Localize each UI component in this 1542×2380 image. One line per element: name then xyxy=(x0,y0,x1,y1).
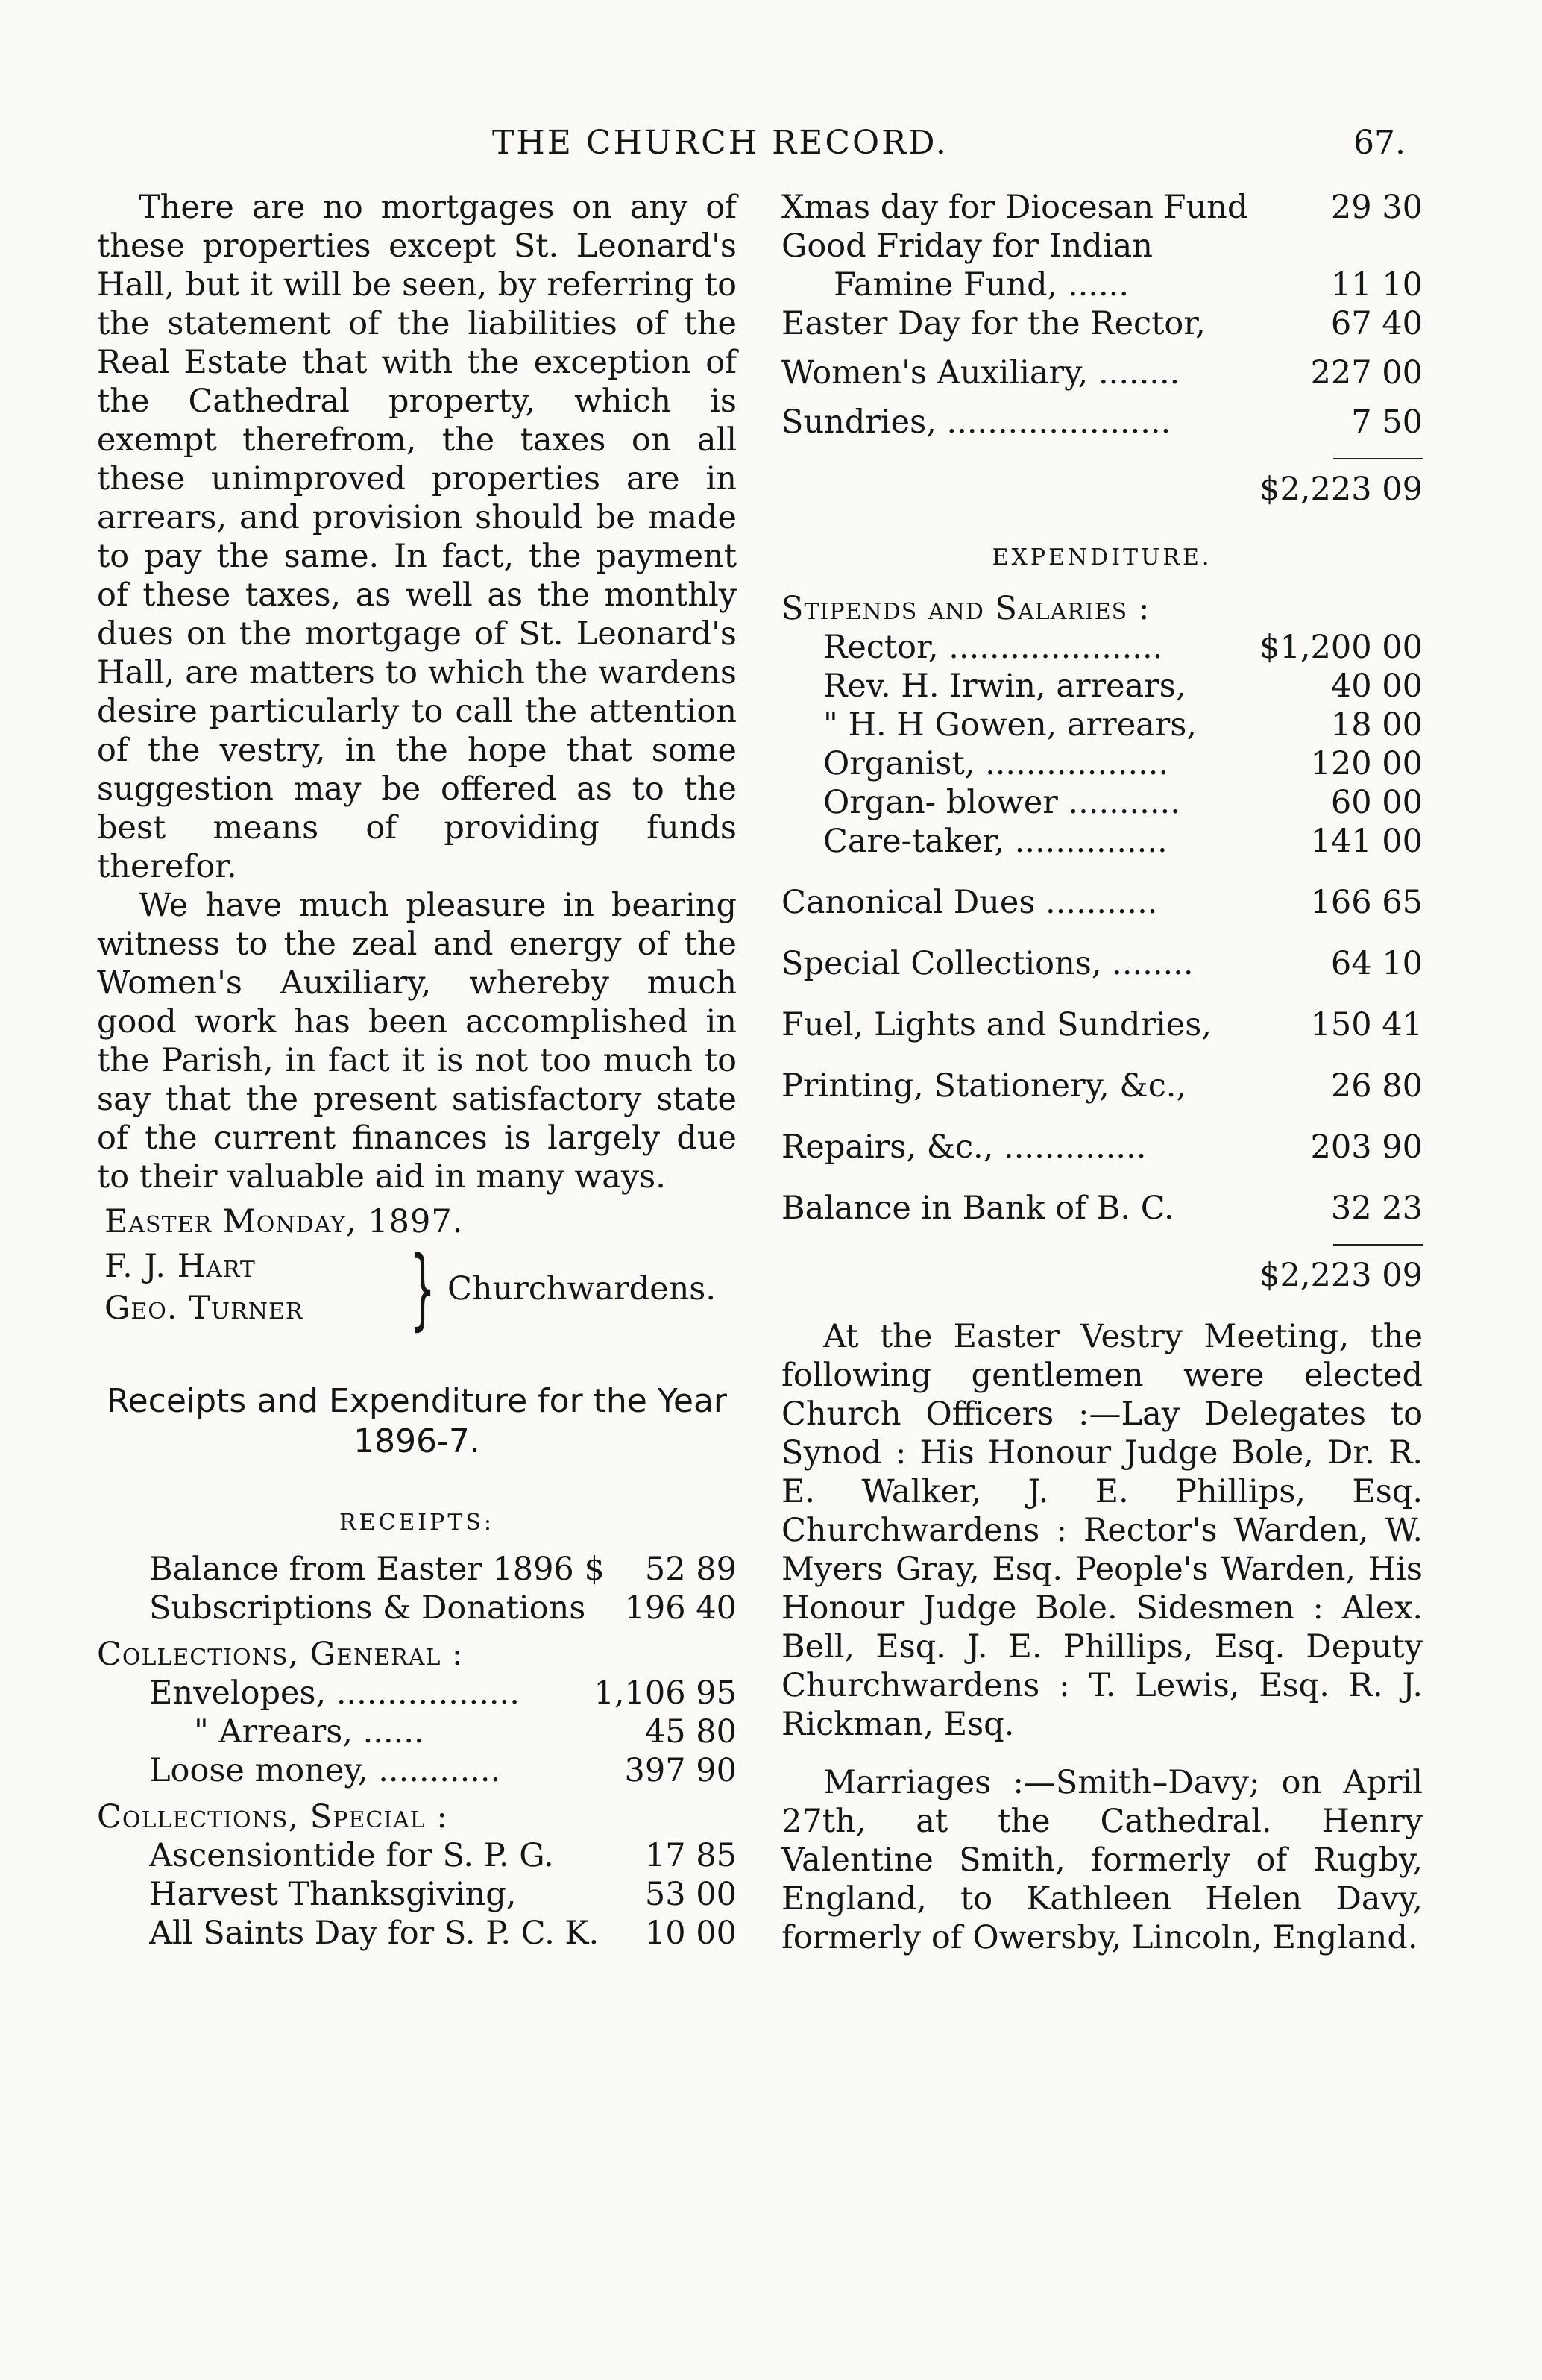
receipt-row: Subscriptions & Donations 196 40 xyxy=(149,1589,737,1627)
signature-block xyxy=(97,1237,737,1340)
receipt-row: Loose money, ............ 397 90 xyxy=(149,1752,737,1789)
left-column xyxy=(97,188,737,1953)
expense-row: Repairs, &c., .............. 203 90 xyxy=(781,1128,1423,1166)
receipt-row: " Arrears, ...... 45 80 xyxy=(194,1713,737,1751)
expense-row: Printing, Stationery, &c., 26 80 xyxy=(781,1067,1423,1105)
expense-row: Fuel, Lights and Sundries, 150 41 xyxy=(781,1006,1423,1043)
expense-row: Special Collections, ........ 64 10 xyxy=(781,945,1423,982)
dateline: Easter Monday, 1897. xyxy=(104,1203,464,1240)
expense-row: Rector, ..................... $1,200 00 xyxy=(823,629,1423,666)
collections-special-heading: Collections, Special : xyxy=(97,1798,448,1836)
expense-row: Canonical Dues ........... 166 65 xyxy=(781,884,1423,921)
receipts-expenditure-title: Receipts and Expenditure for the Year 1896-7. xyxy=(106,1382,728,1460)
receipt-row: All Saints Day for S. P. C. K. 10 00 xyxy=(149,1915,737,1952)
paragraph-vestry-meeting: At the Easter Vestry Meeting, the following gentlemen were elected Church Officers :—Lay Delegates to Synod : His Honour Judge Bole, Dr. R. E. Walker, J. E. Phillips, Esq. Churchwardens : Rector's Warden, W. Myers Gray, Esq. People's Warden, His Honour Judge Bole. Sidesmen : Alex. Bell, Esq. J. E. Phillips, Esq. Deputy Churchwardens : T. Lewis, Esq. R. J. Rickman, Esq. xyxy=(781,1318,1423,1743)
receipt-row: Sundries, ...................... 7 50 xyxy=(781,404,1423,441)
receipt-row: Ascensiontide for S. P. G. 17 85 xyxy=(149,1837,737,1874)
stipends-heading: Stipends and Salaries : xyxy=(781,590,1151,627)
receipt-row: Xmas day for Diocesan Fund 29 30 xyxy=(781,189,1423,226)
paragraph-mortgages: There are no mortgages on any of these properties except St. Leonard's Hall, but it will be seen, by referring to the statement of the liabilities of the Real Estate that with the exception of the Cathedral property, which is exempt therefrom, the taxes on all these unimproved properties are in arrears, and provision should be made to pay the same. In fact, the payment of these taxes, as well as the monthly dues on the mortgage of St. Leonard's Hall, are matters to which the wardens desire particularly to call the attention of the vestry, in the hope that some suggestion may be offered as to the best means of providing funds therefor. xyxy=(97,189,737,885)
receipt-row: Envelopes, .................. 1,106 95 xyxy=(149,1674,737,1712)
expense-row: Balance in Bank of B. C. 32 23 xyxy=(781,1190,1423,1227)
receipt-row: Easter Day for the Rector, 67 40 xyxy=(781,305,1423,342)
expenditure-total: $2,223 09 xyxy=(1259,1257,1423,1294)
total-rule xyxy=(1333,1244,1423,1246)
receipt-row: Women's Auxiliary, ........ 227 00 xyxy=(781,354,1423,392)
page-number: 67. xyxy=(1353,124,1406,162)
expense-row: " H. H Gowen, arrears, 18 00 xyxy=(823,706,1423,744)
total-rule xyxy=(1333,458,1423,459)
paragraph-marriages: Marriages :—Smith–Davy; on April 27th, at the Cathedral. Henry Valentine Smith, formerly of Rugby, England, to Kathleen Helen Davy, formerly of Owersby, Lincoln, England. xyxy=(781,1764,1423,1956)
expense-row: Organist, .................. 120 00 xyxy=(823,745,1423,782)
receipts-heading: RECEIPTS: xyxy=(339,1510,495,1536)
receipt-row: Good Friday for Indian xyxy=(781,227,1153,265)
right-column xyxy=(781,188,1423,1957)
receipt-row: Balance from Easter 1896 $ 52 89 xyxy=(149,1551,737,1588)
brace-icon: } xyxy=(410,1237,435,1340)
expense-row: Organ- blower ........... 60 00 xyxy=(823,784,1423,821)
expense-row: Rev. H. Irwin, arrears, 40 00 xyxy=(823,668,1423,705)
signer-role: Churchwardens. xyxy=(447,1270,717,1307)
running-header: THE CHURCH RECORD. xyxy=(492,124,948,162)
receipt-row: Harvest Thanksgiving, 53 00 xyxy=(149,1876,737,1913)
receipt-row: Famine Fund, ...... 11 10 xyxy=(834,266,1423,304)
expenditure-heading: EXPENDITURE. xyxy=(992,544,1212,571)
signer-hart: F. J. Hart xyxy=(104,1248,256,1285)
receipts-total: $2,223 09 xyxy=(1259,471,1423,508)
collections-general-heading: Collections, General : xyxy=(97,1636,464,1673)
signer-turner: Geo. Turner xyxy=(104,1290,303,1327)
paragraph-womens-auxiliary: We have much pleasure in bearing witness to the zeal and energy of the Women's Auxiliary, whereby much good work has been accomplished in the Parish, in fact it is not too much to say that the present satisfactory state of the current finances is largely due to their valuable aid in many ways. xyxy=(97,887,737,1196)
expense-row: Care-taker, ............... 141 00 xyxy=(823,823,1423,860)
